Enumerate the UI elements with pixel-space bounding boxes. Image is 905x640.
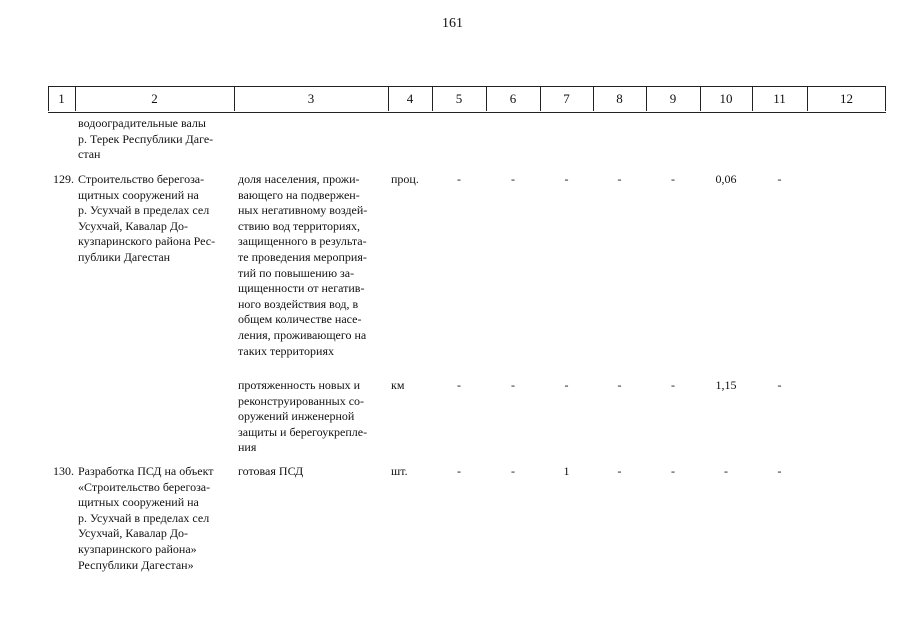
indicator-text-line: вающего на подвержен-: [238, 187, 360, 202]
activity-name-line: щитных сооружений на: [78, 495, 199, 510]
activity-name-line: кузпаринского района Рес-: [78, 234, 216, 249]
activity-name-line: кузпаринского района»: [78, 542, 197, 556]
header-cell-8: 8: [616, 91, 623, 106]
page-number: 161: [442, 16, 463, 31]
value-cell-col-10: -: [724, 464, 728, 478]
indicator-text-line: защищенного в результа-: [238, 234, 367, 249]
value-cell-col-7: 1: [563, 464, 570, 478]
activity-name-line: р. Терек Республики Даге-: [78, 131, 214, 146]
value-cell-col-9: -: [671, 378, 675, 392]
value-cell-col-7: -: [564, 378, 569, 392]
header-cell-1: 1: [58, 91, 65, 106]
header-cell-6: 6: [509, 91, 517, 106]
value-cell-col-6: -: [511, 464, 515, 478]
indicator-text-line: ного воздействия вод, в: [238, 296, 359, 311]
value-cell-col-8: -: [617, 378, 622, 392]
unit-cell: км: [391, 378, 405, 392]
value-cell-col-11: -: [777, 464, 782, 478]
value-cell-col-9: -: [671, 464, 675, 478]
activity-name-line: стан: [78, 147, 101, 162]
activity-name-line: Строительство берегоза-: [78, 172, 205, 186]
header-cell-11: 11: [773, 91, 786, 106]
activity-name-line: «Строительство берегоза-: [78, 479, 211, 494]
indicator-text-line: защиты и берегоукрепле-: [238, 424, 368, 439]
indicator-text-line: ствию вод территориях,: [238, 218, 360, 233]
row-number: 129.: [53, 172, 74, 186]
indicator-text-line: общем количестве насе-: [238, 312, 362, 327]
header-cell-2: 2: [151, 91, 158, 106]
indicator-text-line: ления, проживающего на: [238, 328, 367, 342]
indicator-text-line: щищенности от негатив-: [238, 281, 365, 296]
indicator-text-line: таких территориях: [238, 343, 334, 358]
indicator-text-line: оружений инженерной: [238, 409, 355, 424]
header-cell-5: 5: [455, 91, 463, 106]
value-cell-col-8: -: [617, 172, 622, 186]
value-cell-col-10: 0,06: [715, 172, 737, 186]
indicator-text-line: доля населения, прожи-: [238, 172, 360, 186]
row-number: 130.: [53, 464, 74, 478]
header-cell-9: 9: [669, 91, 677, 106]
indicator-text-line: реконструированных со-: [238, 393, 365, 408]
value-cell-col-7: -: [564, 172, 569, 186]
activity-name-line: Разработка ПСД на объект: [78, 464, 214, 478]
header-cell-12: 12: [840, 91, 853, 106]
activity-name-line: Республики Дагестан»: [78, 557, 194, 572]
value-cell-col-5: -: [457, 378, 461, 392]
activity-name-line: публики Дагестан: [78, 250, 171, 264]
value-cell-col-6: -: [511, 172, 515, 186]
activity-name-line: Усухчай, Кавалар До-: [78, 526, 189, 541]
activity-name-line: р. Усухчай в пределах сел: [78, 510, 210, 525]
indicator-text-line: готовая ПСД: [238, 464, 304, 478]
value-cell-col-5: -: [457, 172, 461, 186]
value-cell-col-6: -: [511, 378, 515, 392]
activity-name-line: водооградительные валы: [78, 116, 206, 130]
value-cell-col-5: -: [457, 464, 461, 478]
unit-cell: проц.: [391, 172, 419, 186]
header-cell-10: 10: [719, 91, 733, 106]
indicator-text-line: ных негативному воздей-: [238, 203, 368, 218]
header-cell-3: 3: [307, 91, 315, 106]
indicator-text-line: ния: [238, 440, 257, 455]
activity-name-line: Усухчай, Кавалар До-: [78, 218, 189, 233]
value-cell-col-11: -: [777, 378, 782, 392]
header-cell-4: 4: [406, 91, 414, 106]
value-cell-col-8: -: [617, 464, 622, 478]
value-cell-col-11: -: [777, 172, 782, 186]
activity-name-line: щитных сооружений на: [78, 187, 199, 202]
activity-name-line: р. Усухчай в пределах сел: [78, 203, 210, 218]
value-cell-col-10: 1,15: [715, 378, 737, 392]
indicator-text-line: те проведения мероприя-: [238, 250, 367, 264]
value-cell-col-9: -: [671, 172, 675, 186]
indicator-text-line: протяженность новых и: [238, 378, 361, 392]
indicator-text-line: тий по повышению за-: [238, 265, 355, 280]
header-cell-7: 7: [563, 91, 570, 106]
unit-cell: шт.: [391, 464, 408, 478]
